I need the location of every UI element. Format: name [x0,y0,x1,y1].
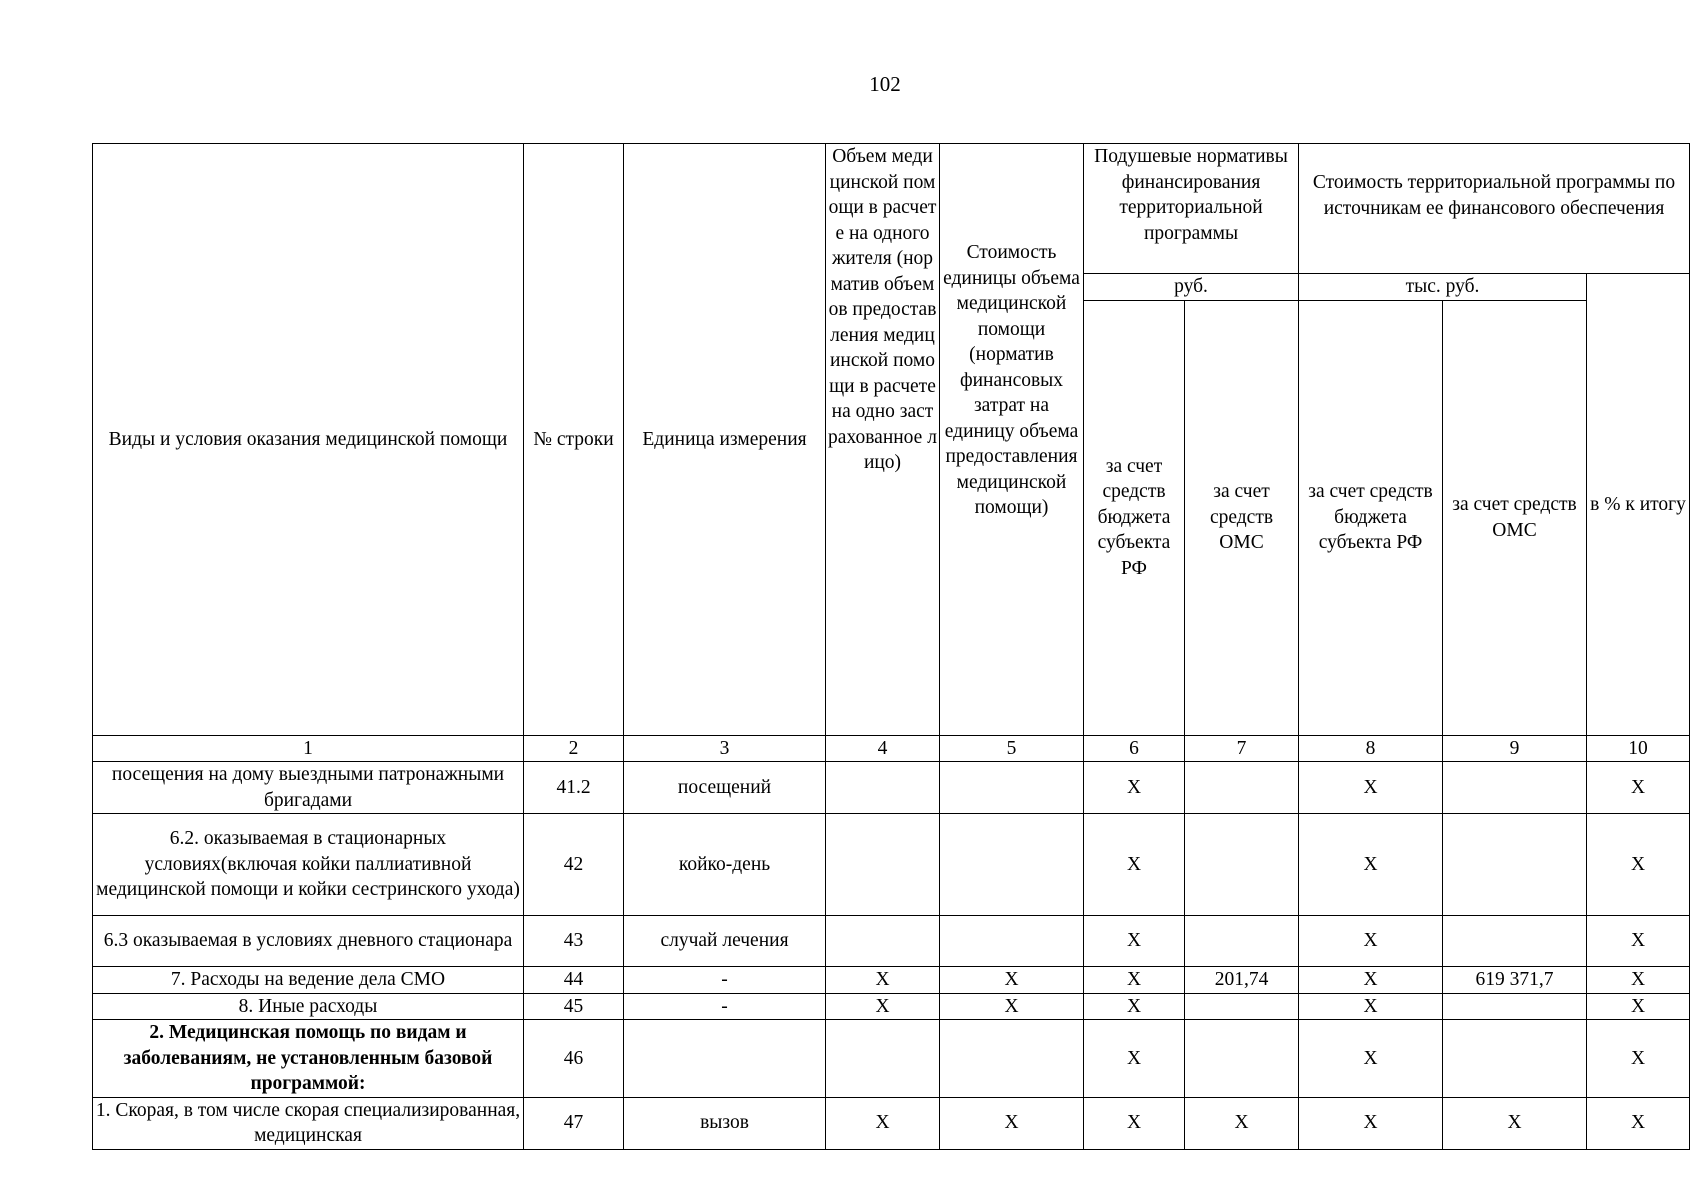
table-row [93,916,1690,967]
cell-unit-cost [940,762,1084,814]
page-number: 102 [869,72,901,96]
table-row [93,1020,1690,1098]
cell-budget-thousand: X [1299,916,1443,967]
cell-oms-rub [1185,814,1299,916]
header-row-number: № строки [524,144,624,736]
row-name: 1. Скорая, в том числе скорая специализированная, медицинская [93,1097,524,1149]
column-number: 8 [1299,735,1443,762]
header-per-capita-group: Подушевые нормативы финансирования территориальной программы [1084,144,1299,274]
header-kinds-of-care: Виды и условия оказания медицинской помощи [93,144,524,736]
cell-unit-cost: X [940,1097,1084,1149]
row-number: 46 [524,1020,624,1098]
cell-oms-thousand: X [1443,1097,1587,1149]
cell-unit-cost [940,916,1084,967]
header-unit-cost: Стоимость единицы объема медицинской помощи (норматив финансовых затрат на единицу объема предоставления медицинской помощи) [940,144,1084,736]
cell-volume: X [826,993,940,1020]
row-unit: случай лечения [624,916,826,967]
cell-budget-thousand: X [1299,993,1443,1020]
column-number: 10 [1587,735,1690,762]
cell-budget-rub: X [1084,814,1185,916]
financing-table [92,143,1690,1150]
cell-budget-rub: X [1084,1097,1185,1149]
row-name: 2. Медицинская помощь по видам и заболеваниям, не установленным базовой программой: [93,1020,524,1098]
header-volume: Объем медицинской помощи в расчете на одного жителя (норматив объемов предоставления медицинской помощи в расчете на одно застрахованное лицо) [826,144,940,736]
header-budget-thousand: за счет средств бюджета субъекта РФ [1299,300,1443,735]
cell-oms-thousand [1443,762,1587,814]
cell-percent: X [1587,814,1690,916]
table-row [93,993,1690,1020]
cell-budget-thousand: X [1299,1020,1443,1098]
cell-percent: X [1587,1097,1690,1149]
row-unit [624,1020,826,1098]
header-budget-rub: за счет средств бюджета субъекта РФ [1084,300,1185,735]
row-number: 42 [524,814,624,916]
row-unit: посещений [624,762,826,814]
header-oms-thousand: за счет средств ОМС [1443,300,1587,735]
cell-unit-cost: X [940,967,1084,994]
cell-budget-thousand: X [1299,814,1443,916]
cell-percent: X [1587,967,1690,994]
row-name: посещения на дому выездными патронажными бригадами [93,762,524,814]
cell-budget-rub: X [1084,916,1185,967]
cell-budget-rub: X [1084,1020,1185,1098]
header-unit-rub: руб. [1084,274,1299,301]
column-number: 3 [624,735,826,762]
cell-unit-cost: X [940,993,1084,1020]
table-row [93,967,1690,994]
cell-oms-rub [1185,762,1299,814]
row-unit: - [624,993,826,1020]
row-name: 6.2. оказываемая в стационарных условиях(включая койки паллиативной медицинской помощи и койки сестринского ухода) [93,814,524,916]
cell-oms-rub: 201,74 [1185,967,1299,994]
cell-unit-cost [940,1020,1084,1098]
cell-budget-thousand: X [1299,967,1443,994]
cell-percent: X [1587,993,1690,1020]
column-number: 4 [826,735,940,762]
cell-budget-thousand: X [1299,1097,1443,1149]
cell-budget-rub: X [1084,762,1185,814]
row-unit: - [624,967,826,994]
cell-volume: X [826,967,940,994]
cell-percent: X [1587,916,1690,967]
cell-oms-thousand [1443,1020,1587,1098]
cell-oms-rub [1185,993,1299,1020]
row-number: 45 [524,993,624,1020]
row-number: 41.2 [524,762,624,814]
cell-budget-rub: X [1084,967,1185,994]
row-number: 47 [524,1097,624,1149]
column-number: 7 [1185,735,1299,762]
cell-volume [826,814,940,916]
row-unit: койко-день [624,814,826,916]
cell-oms-rub: X [1185,1097,1299,1149]
column-number: 2 [524,735,624,762]
row-number: 44 [524,967,624,994]
header-unit: Единица измерения [624,144,826,736]
table-row [93,814,1690,916]
cell-unit-cost [940,814,1084,916]
column-number: 1 [93,735,524,762]
cell-budget-rub: X [1084,993,1185,1020]
header-oms-rub: за счет средств ОМС [1185,300,1299,735]
column-number: 9 [1443,735,1587,762]
cell-budget-thousand: X [1299,762,1443,814]
column-number: 6 [1084,735,1185,762]
row-name: 8. Иные расходы [93,993,524,1020]
table-row [93,762,1690,814]
row-name: 6.3 оказываемая в условиях дневного стационара [93,916,524,967]
cell-volume: X [826,1097,940,1149]
row-number: 43 [524,916,624,967]
cell-volume [826,762,940,814]
row-name: 7. Расходы на ведение дела СМО [93,967,524,994]
table-row [93,1097,1690,1149]
cell-oms-thousand: 619 371,7 [1443,967,1587,994]
header-percent-total: в % к итогу [1587,274,1690,736]
cell-oms-thousand [1443,814,1587,916]
cell-oms-thousand [1443,993,1587,1020]
cell-volume [826,916,940,967]
cell-percent: X [1587,762,1690,814]
cell-percent: X [1587,1020,1690,1098]
column-number: 5 [940,735,1084,762]
header-program-cost-group: Стоимость территориальной программы по источникам ее финансового обеспечения [1299,144,1690,274]
row-unit: вызов [624,1097,826,1149]
cell-oms-thousand [1443,916,1587,967]
cell-oms-rub [1185,916,1299,967]
header-unit-thousand-rub: тыс. руб. [1299,274,1587,301]
cell-oms-rub [1185,1020,1299,1098]
cell-volume [826,1020,940,1098]
